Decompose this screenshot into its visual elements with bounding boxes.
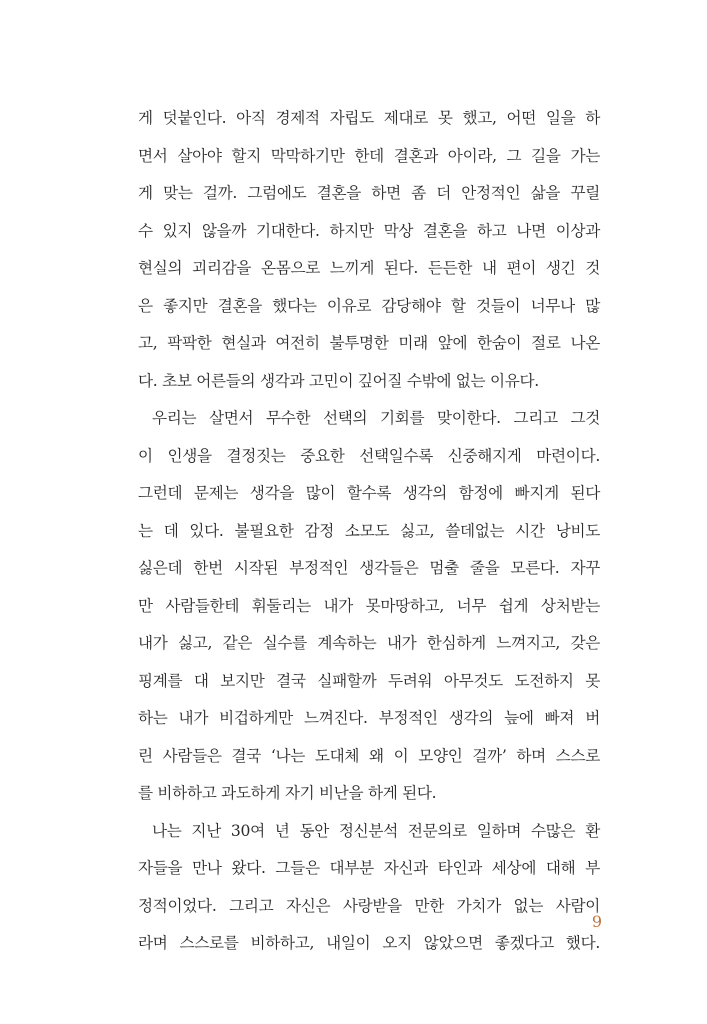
paragraph-start-line: 나는 지난 30여 년 동안 정신분석 전문의로 일하며 수많은 환 [152,821,600,840]
text-line: 내가 싫고, 같은 실수를 계속하는 내가 한심하게 느껴지고, 갖은 [138,634,600,652]
paragraph-end-line: 다. 초보 어른들의 생각과 고민이 깊어질 수밖에 없는 이유다. [138,371,539,390]
text-line: 린 사람들은 결국 ‘나는 도대체 왜 이 모양인 걸까’ 하며 스스로 [138,746,600,765]
text-line: 핑계를 대 보지만 결국 실패할까 두려워 아무것도 도전하지 못 [138,671,600,690]
page-number: 9 [591,912,602,931]
text-line: 정적이었다. 그리고 자신은 사랑받을 만한 가치가 없는 사람이 [138,896,600,915]
text-line: 게 맞는 걸까. 그럼에도 결혼을 하면 좀 더 안정적인 삶을 꾸릴 [138,184,600,202]
text-line: 이 인생을 결정짓는 중요한 선택일수록 신중해지게 마련이다. [138,446,600,465]
text-line: 현실의 괴리감을 온몸으로 느끼게 된다. 든든한 내 편이 생긴 것 [138,259,600,277]
paragraph-start-line: 우리는 살면서 무수한 선택의 기회를 맞이한다. 그리고 그것 [152,409,600,427]
text-line: 만 사람들한테 휘둘리는 내가 못마땅하고, 너무 쉽게 상처받는 [138,596,600,615]
text-line: 하는 내가 비겁하게만 느껴진다. 부정적인 생각의 늪에 빠져 버 [138,709,600,727]
paragraph-end-line: 를 비하하고 과도하게 자기 비난을 하게 된다. [138,784,437,802]
text-line: 그런데 문제는 생각을 많이 할수록 생각의 함정에 빠지게 된다 [138,484,600,502]
text-line: 는 데 있다. 불필요한 감정 소모도 싫고, 쓸데없는 시간 낭비도 [138,521,600,540]
text-line: 수 있지 않을까 기대한다. 하지만 막상 결혼을 하고 나면 이상과 [138,221,600,240]
text-line: 자들을 만나 왔다. 그들은 대부분 자신과 타인과 세상에 대해 부 [138,859,600,877]
text-line: 게 덧붙인다. 아직 경제적 자립도 제대로 못 했고, 어떤 일을 하 [138,109,600,127]
text-line: 싫은데 한번 시작된 부정적인 생각들은 멈출 줄을 모른다. 자꾸 [138,559,600,577]
text-line: 면서 살아야 할지 막막하기만 한데 결혼과 아이라, 그 길을 가는 [138,146,600,165]
text-line: 은 좋지만 결혼을 했다는 이유로 감당해야 할 것들이 너무나 많 [138,296,600,315]
text-line: 라며 스스로를 비하하고, 내일이 오지 않았으면 좋겠다고 했다. [138,934,600,952]
body-text [138,100,600,963]
text-line: 고, 팍팍한 현실과 여전히 불투명한 미래 앞에 한숨이 절로 나온 [138,334,600,352]
